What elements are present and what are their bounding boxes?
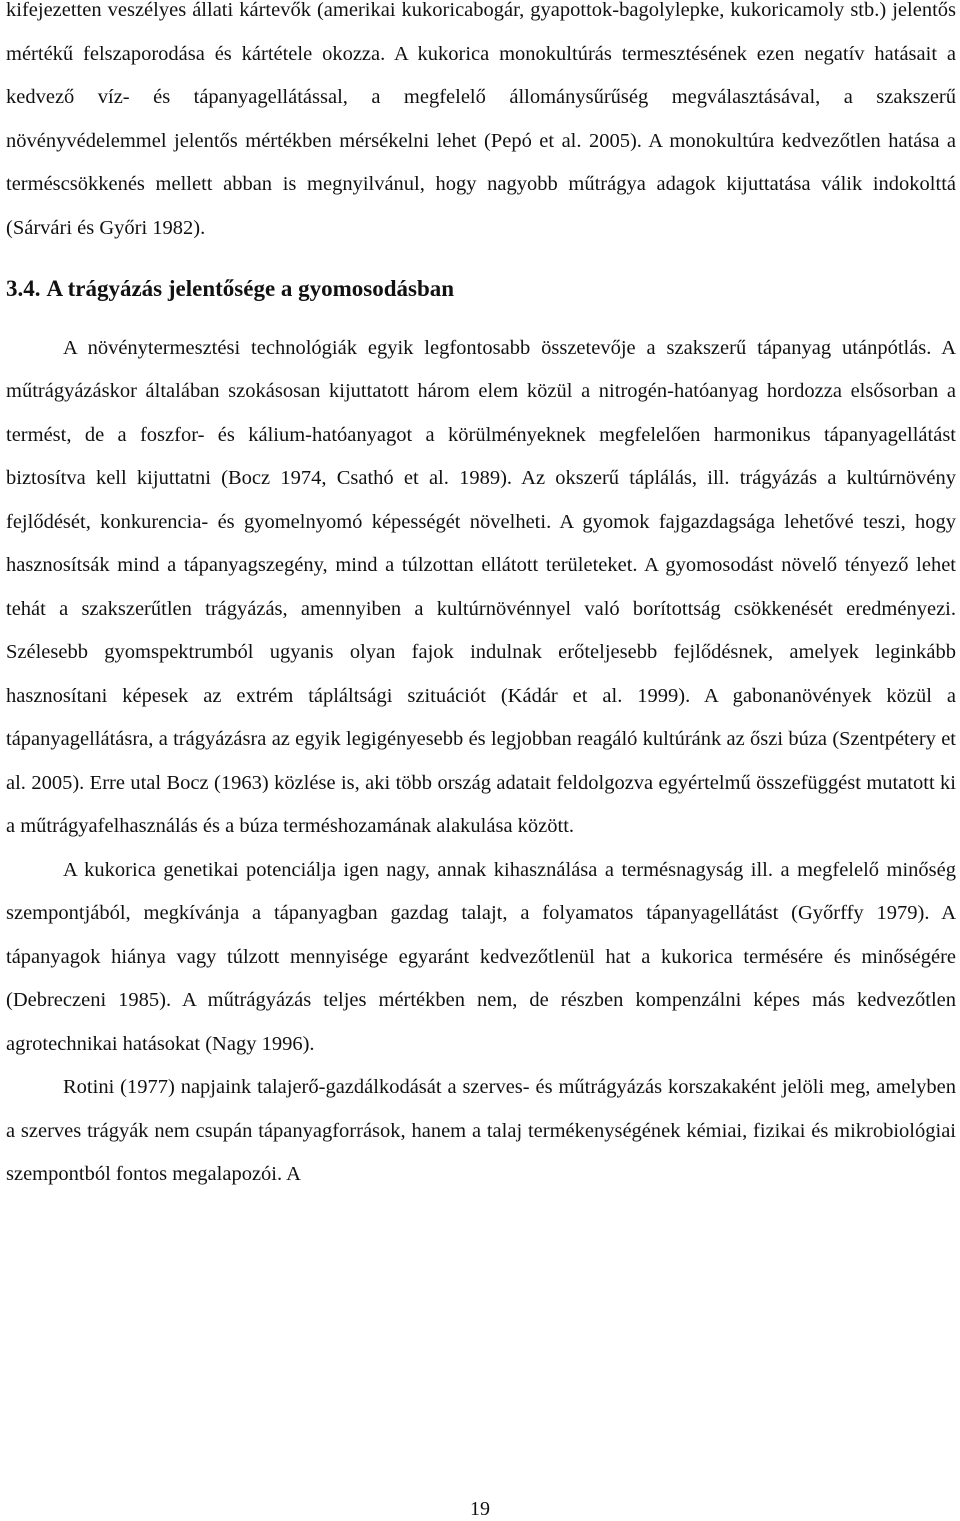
paragraph: Rotini (1977) napjaink talajerő-gazdálkodását a szerves- és műtrágyázás korszakaként jelöli meg, amelyben a szerves trágyák nem csupán tápanyagforrások, hanem a talaj termékenységének kémiai, fizikai és mikrobiológiai szempontból fontos megalapozói. A bbox=[6, 1076, 956, 1185]
section-number: 3.4. bbox=[6, 276, 41, 301]
section-heading bbox=[6, 267, 956, 311]
section-title: A trágyázás jelentősége a gyomosodásban bbox=[46, 276, 455, 301]
page-number: 19 bbox=[470, 1498, 490, 1520]
paragraph-continued: kifejezetten veszélyes állati kártevők (amerikai kukoricabogár, gyapottok-bagolylepke, kukoricamoly stb.) jelentős mértékű felszaporodása és kártétele okozza. A kukorica monokultúrás termesztésének ezen negatív hatásait a kedvező víz- és tápanyagellátással, a megfelelő állománysűrűség megválasztásával, a szakszerű növényvédelemmel jelentős mértékben mérsékelni lehet (Pepó et al. 2005). A monokultúra kedvezőtlen hatása a terméscsökkenés mellett abban is megnyilvánul, hogy nagyobb műtrágya adagok kijuttatása válik indokolttá (Sárvári és Győri 1982). bbox=[6, 0, 956, 239]
paragraph: A kukorica genetikai potenciálja igen nagy, annak kihasználása a termésnagyság ill. a megfelelő minőség szempontjából, megkívánja a tápanyagban gazdag talajt, a folyamatos tápanyagellátást (Győrffy 1979). A tápanyagok hiánya vagy túlzott mennyisége egyaránt kedvezőtlenül hat a kukorica termésére és minőségére (Debreczeni 1985). A műtrágyázás teljes mértékben nem, de részben kompenzálni képes más kedvezőtlen agrotechnikai hatásokat (Nagy 1996). bbox=[6, 858, 956, 1055]
page-content bbox=[6, 0, 956, 1197]
paragraph: A növénytermesztési technológiák egyik legfontosabb összetevője a szakszerű tápanyag utánpótlás. A műtrágyázáskor általában szokásosan kijuttatott három elem közül a nitrogén-hatóanyag hordozza elsősorban a termést, de a foszfor- és kálium-hatóanyagot a körülményeknek megfelelően harmonikus tápanyagellátást biztosítva kell kijuttatni (Bocz 1974, Csathó et al. 1989). Az okszerű táplálás, ill. trágyázás a kultúrnövény fejlődését, konkurencia- és gyomelnyomó képességét növelheti. A gyomok fajgazdagsága lehetővé teszi, hogy hasznosítsák mind a tápanyagszegény, mind a túlzottan ellátott területeket. A gyomosodást növelő tényező lehet tehát a szakszerűtlen trágyázás, amennyiben a kultúrnövénnyel való borítottság csökkenését eredményezi. Szélesebb gyomspektrumból ugyanis olyan fajok indulnak erőteljesebb fejlődésnek, amelyek leginkább hasznosítani képesek az extrém tápláltsági szituációt (Kádár et al. 1999). A gabonanövények közül a tápanyagellátásra, a trágyázásra az egyik legigényesebb és legjobban reagáló kultúránk az őszi búza (Szentpétery et al. 2005). Erre utal Bocz (1963) közlése is, aki több ország adatait feldolgozva egyértelmű összefüggést mutatott ki a műtrágyafelhasználás és a búza terméshozamának alakulása között. bbox=[6, 336, 956, 837]
